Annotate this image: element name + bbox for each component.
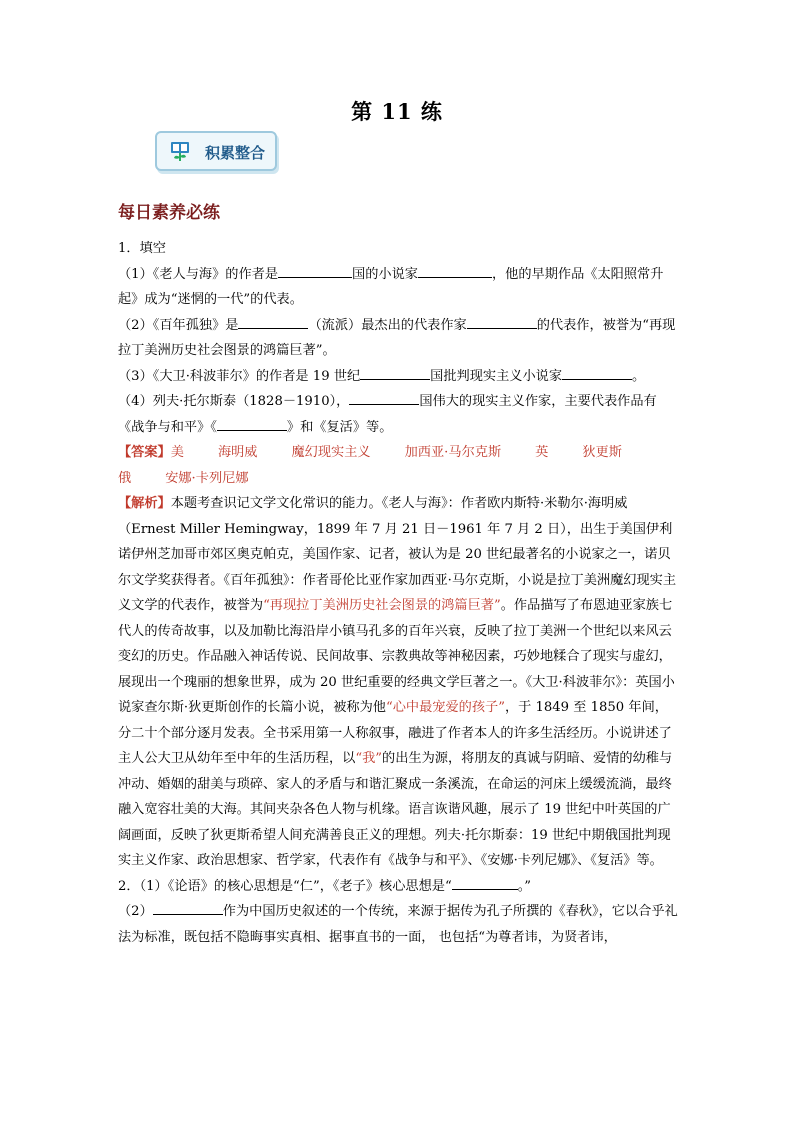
page-title: 第 11 练 (351, 99, 443, 124)
text: 的出生为源，将朋友的真诚与阴暗、爱情的幼稚与冲动、婚姻的甜美与琐碎、家人的矛盾与和谐汇聚成一条溪流，在命运的河床上缓缓流淌，最终融入宽容壮美的大海。其间夹杂各色人物与机缘。语言诙谐风趣，展示了 19 世纪中叶英国的广阔画面，反映了狄更斯希望人间充满善良正义的理想。列夫·托尔斯泰：19 世纪中期俄国批判现实主义作家、政治思想家、哲学家，代表作有《战争与和平》、《安娜·卡列尼娜》、《复活》等。 (118, 751, 673, 868)
text: 国批判现实主义小说家 (430, 368, 563, 384)
answer-blank[interactable] (217, 416, 287, 431)
book-plant-icon (169, 140, 191, 162)
q2-item-1 (118, 874, 678, 900)
answer-blank[interactable] (238, 314, 308, 329)
answer-blank[interactable] (349, 390, 419, 405)
q1-item-2 (118, 313, 678, 364)
text: （1）《老人与海》的作者是 (118, 266, 279, 282)
answer-blank[interactable] (278, 263, 352, 278)
text: ，于 1849 至 1850 年间，分二十个部分逐月发表。全书采用第一人称叙事，融进了作者本人的许多生活经历。小说讲述了主人公大卫从幼年至中年的生活历程，以 (118, 700, 672, 766)
analysis-tag: 【解析】 (118, 496, 171, 511)
q1-item-4 (118, 389, 678, 440)
q1-heading: 1．填空 (118, 241, 166, 256)
text: 》和《复活》等。 (286, 419, 393, 435)
highlight-text: “心中最宠爱的孩子” (385, 700, 505, 715)
answer-item: 海明威 (217, 445, 258, 460)
answer-item: 魔幻现实主义 (291, 445, 371, 460)
answer-blank[interactable] (153, 900, 223, 915)
answer-item: 安娜·卡列尼娜 (165, 470, 249, 486)
content-body (118, 236, 678, 950)
answer-item: 美 (170, 445, 184, 460)
text: ，他的早期作品《太阳照常升起》成为“迷惘的一代”的代表。 (118, 266, 664, 307)
text: 。” (517, 878, 532, 894)
answer-blank[interactable] (562, 365, 632, 380)
answer-item: 俄 (118, 470, 132, 486)
answer-block (118, 440, 678, 491)
answer-blank[interactable] (467, 314, 537, 329)
analysis-block (118, 491, 678, 874)
section-title: 每日素养必练 (118, 203, 220, 223)
section-badge (155, 131, 277, 171)
text: 国的小说家 (352, 266, 418, 282)
text: （2） (118, 904, 153, 919)
text: 国伟大的现实主义作家，主要代表作品有《战争与和平》《 (118, 394, 657, 435)
text: 。作品描写了布恩迪亚家族七代人的传奇故事，以及加勒比海沿岸小镇马孔多的百年兴衰，反映了拉丁美洲一个世纪以来风云变幻的历史。作品融入神话传说、民间故事、宗教典故等神秘因素，巧妙地糅合了现实与虚幻，展现出一个瑰丽的想象世界，成为 20 世纪重要的经典文学巨著之一。《大卫·科波菲尔》：英国小说家查尔斯·狄更斯创作的长篇小说，被称为他 (118, 598, 675, 715)
text: 作为中国历史叙述的一个传统，来源于据传为孔子所撰的《春秋》，它以合乎礼法为标准，既包括不隐晦事实真相、据事直书的一面， 也包括“为尊者讳，为贤者讳， (118, 904, 678, 945)
text: （2）《百年孤独》是 (118, 317, 239, 333)
answer-tag: 【答案】 (118, 445, 171, 460)
text: （3）《大卫·科波菲尔》的作者是 19 世纪 (118, 368, 361, 384)
answer-item: 英 (535, 445, 549, 460)
answer-item: 加西亚·马尔克斯 (404, 445, 502, 460)
answer-blank[interactable] (360, 365, 430, 380)
answer-blank[interactable] (418, 263, 492, 278)
highlight-text: “再现拉丁美洲历史社会图景的鸿篇巨著” (263, 598, 501, 613)
answer-blank[interactable] (452, 875, 518, 890)
text: 2．（1）《论语》的核心思想是“仁”，《老子》核心思想是“ (118, 878, 452, 894)
text: 的代表作，被誉为“再现拉丁美洲历史社会图景的鸿篇巨著”。 (118, 317, 676, 358)
q1-item-3 (118, 364, 678, 390)
q1-item-1 (118, 262, 678, 313)
text: （4）列夫·托尔斯泰（1828－1910）， (118, 394, 350, 409)
answer-item: 狄更斯 (582, 445, 622, 460)
badge-label: 积累整合 (205, 144, 266, 162)
text: 。 (632, 368, 646, 384)
text: 本题考查识记文学文化常识的能力。《老人与海》：作者欧内斯特·米勒尔·海明威（Ernest Miller Hemingway，1899 年 7 月 21 日－1961 年 7 月 2 日），出生于美国伊利诺伊州芝加哥市郊区奥克帕克，美国作家、记者，被认为是 20 世纪最著名的小说家之一，诺贝尔文学奖获得者。《百年孤独》：作者哥伦比亚作家加西亚·马尔克斯，小说是拉丁美洲魔幻现实主义文学的代表作，被誉为 (118, 496, 677, 613)
highlight-text: “我” (355, 751, 383, 766)
text: （流派）最杰出的代表作家 (308, 317, 467, 333)
q2-item-2 (118, 899, 678, 950)
